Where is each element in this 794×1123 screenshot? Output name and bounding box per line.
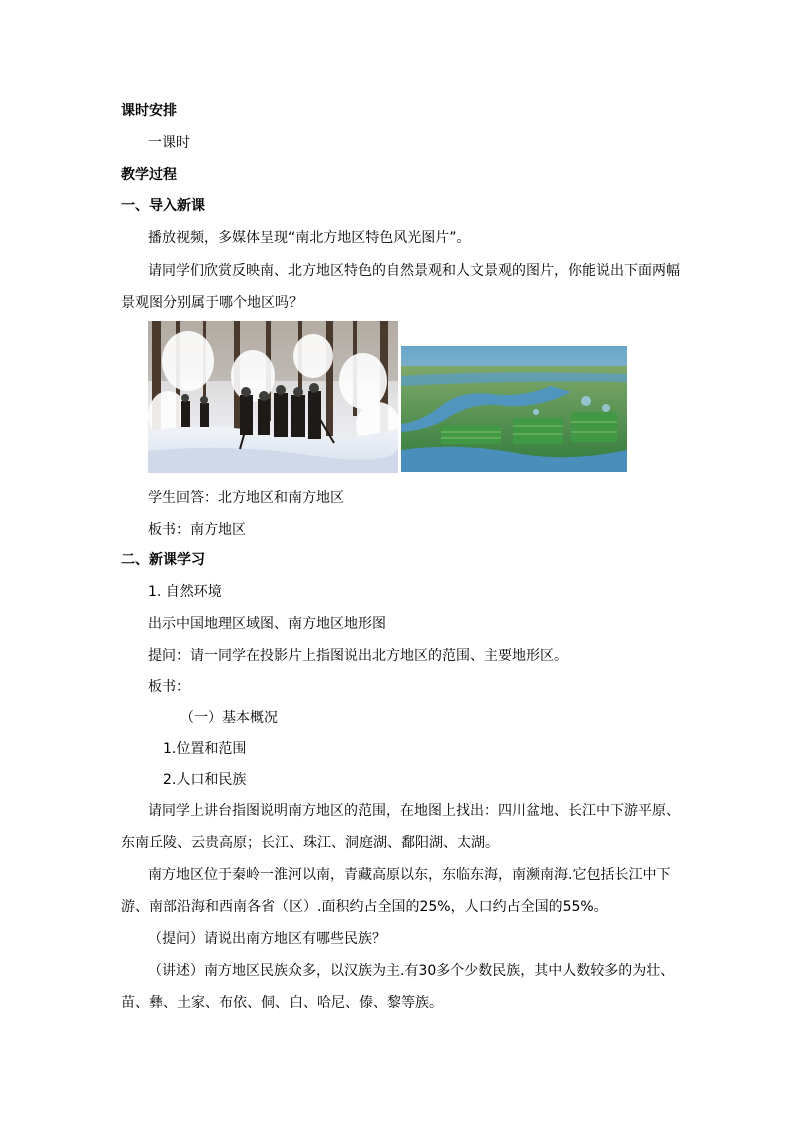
outline-basic-overview: （一）基本概况 bbox=[180, 710, 278, 726]
range-paragraph-line-1: 请同学上讲台指图说明南方地区的范围，在地图上找出：四川盆地、长江中下游平原、 bbox=[148, 803, 680, 819]
intro-paragraph-2-line-1: 请同学们欣赏反映南、北方地区特色的自然景观和人文景观的图片，你能说出下面两幅 bbox=[148, 263, 680, 279]
location-paragraph-line-2: 游、南部沿海和西南各省（区）.面积约占全国的25%，人口约占全国的55%。 bbox=[121, 899, 608, 915]
schedule-heading: 课时安排 bbox=[121, 103, 177, 119]
ethnic-question: （提问）请说出南方地区有哪些民族？ bbox=[148, 931, 386, 947]
question-text: 提问：请一同学在投影片上指图说出北方地区的范围、主要地形区。 bbox=[148, 648, 568, 664]
board-label: 板书： bbox=[148, 679, 190, 695]
south-waterland-photo bbox=[401, 346, 627, 472]
narration-line-2: 苗、彝、土家、布依、侗、白、哈尼、傣、黎等族。 bbox=[121, 995, 443, 1011]
process-heading: 教学过程 bbox=[121, 167, 177, 183]
item-natural-environment: 1. 自然环境 bbox=[148, 584, 222, 600]
narration-line-1: （讲述）南方地区民族众多，以汉族为主.有30多个少数民族，其中人数较多的为壮、 bbox=[148, 963, 675, 979]
location-paragraph-line-1: 南方地区位于秦岭一淮河以南，青藏高原以东，东临东海，南濒南海.它包括长江中下 bbox=[148, 867, 671, 883]
board-note-south: 板书：南方地区 bbox=[148, 522, 246, 538]
intro-heading: 一、导入新课 bbox=[121, 198, 205, 214]
outline-population-ethnic: 2.人口和民族 bbox=[163, 772, 247, 788]
schedule-value: 一课时 bbox=[148, 135, 190, 151]
north-winter-forest-photo bbox=[148, 321, 398, 473]
range-paragraph-line-2: 东南丘陵、云贵高原；长江、珠江、洞庭湖、鄱阳湖、太湖。 bbox=[121, 835, 499, 851]
intro-paragraph-2-line-2: 景观图分别属于哪个地区吗？ bbox=[121, 295, 303, 311]
new-lesson-heading: 二、新课学习 bbox=[121, 552, 205, 568]
student-answer: 学生回答：北方地区和南方地区 bbox=[148, 490, 344, 506]
outline-location-range: 1.位置和范围 bbox=[163, 741, 247, 757]
show-maps-text: 出示中国地理区域图、南方地区地形图 bbox=[148, 616, 386, 632]
intro-paragraph-1: 播放视频，多媒体呈现“南北方地区特色风光图片”。 bbox=[148, 230, 471, 246]
